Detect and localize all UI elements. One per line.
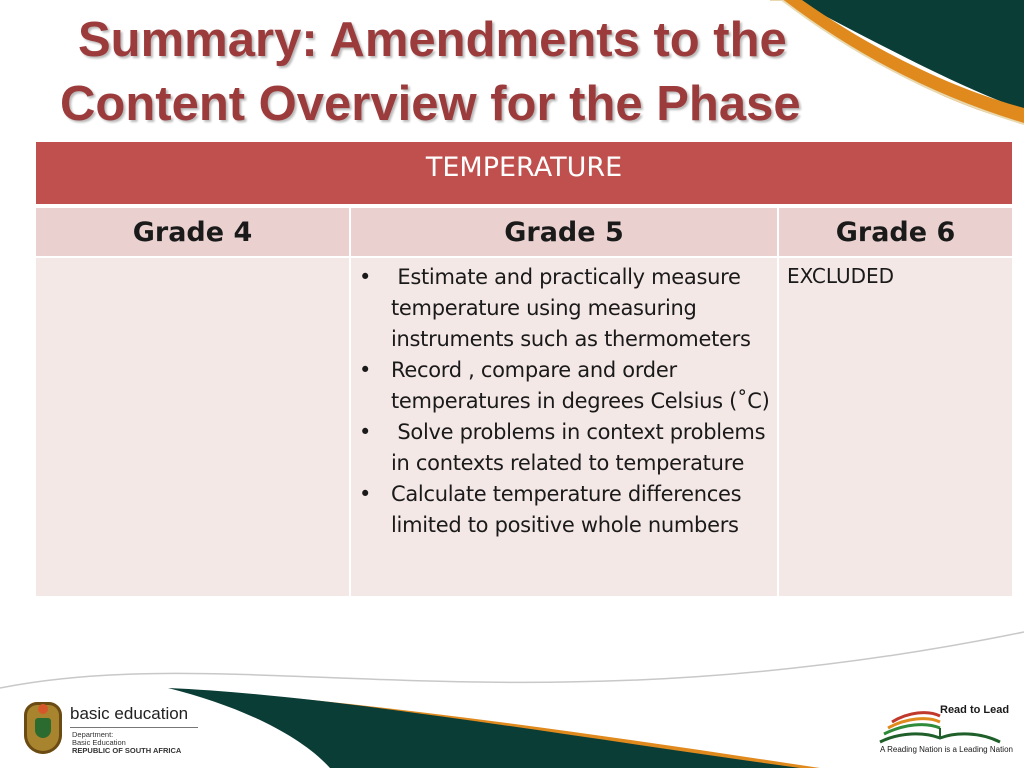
basic-education-logo <box>20 696 220 760</box>
bottom-green-band <box>168 688 800 768</box>
bullet-text: Calculate temperature differences limited to positive whole numbers <box>391 482 748 537</box>
bullet-text: Record , compare and order temperatures in degrees Celsius (˚C) <box>391 358 770 413</box>
grade-6-cell <box>779 258 1012 596</box>
crest-icon <box>24 702 62 754</box>
logo-department-name: Basic Education <box>72 738 126 747</box>
list-item <box>355 417 773 479</box>
slide-title-line-1: Summary: Amendments to the <box>78 13 787 67</box>
read-to-lead-logo <box>870 700 1014 762</box>
bullet-text: Solve problems in context problems in contexts related to temperature <box>391 420 772 475</box>
read-to-lead-tagline: A Reading Nation is a Leading Nation <box>880 745 1013 754</box>
bullet-icon: • <box>359 265 372 289</box>
bottom-curve-line <box>0 632 1024 688</box>
bullet-icon: • <box>359 420 372 444</box>
logo-country: REPUBLIC OF SOUTH AFRICA <box>72 746 182 755</box>
topic-band: TEMPERATURE <box>36 142 1012 204</box>
logo-divider <box>70 727 198 728</box>
grade-5-cell <box>351 258 777 596</box>
bullet-icon: • <box>359 358 372 382</box>
list-item <box>355 262 773 355</box>
grade-4-cell <box>36 258 349 596</box>
grade-6-status: EXCLUDED <box>787 264 895 288</box>
read-to-lead-title: Read to Lead <box>940 704 1010 716</box>
header-grade-5: Grade 5 <box>351 208 777 256</box>
grade-5-bullet-list <box>351 258 777 541</box>
bullet-icon: • <box>359 482 372 506</box>
list-item <box>355 479 773 541</box>
slide-title <box>60 8 960 136</box>
logo-name: basic education <box>70 704 189 723</box>
logo-department: Department: <box>72 730 114 739</box>
header-grade-4: Grade 4 <box>36 208 349 256</box>
list-item <box>355 355 773 417</box>
header-grade-6: Grade 6 <box>779 208 1012 256</box>
content-overview-table <box>36 142 1012 596</box>
slide-title-line-2: Content Overview for the Phase <box>60 77 801 131</box>
bullet-text: Estimate and practically measure temperature using measuring instruments such as thermometers <box>391 265 751 351</box>
